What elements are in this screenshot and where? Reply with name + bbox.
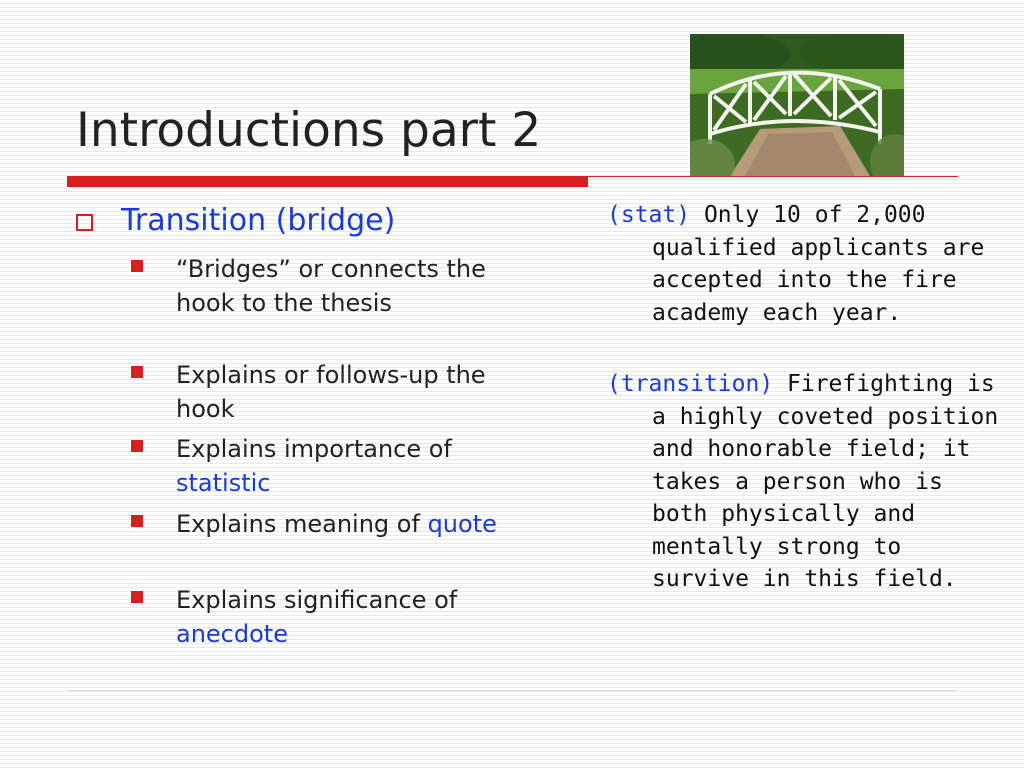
title-underline-thin bbox=[588, 176, 958, 177]
square-bullet-icon bbox=[131, 591, 143, 603]
square-bullet-icon bbox=[131, 515, 143, 527]
example-stat bbox=[607, 199, 1002, 329]
highlight-quote: quote bbox=[427, 510, 497, 538]
square-bullet-icon bbox=[131, 260, 143, 272]
highlight-anecdote: anecdote bbox=[176, 620, 288, 648]
bullet-text bbox=[176, 583, 516, 651]
bullet-prefix: Explains significance of bbox=[176, 586, 458, 614]
slide-title: Introductions part 2 bbox=[76, 103, 542, 158]
stat-text: Only 10 of 2,000 qualified applicants are accepted into the fire academy each year. bbox=[652, 202, 985, 326]
hollow-square-bullet-icon bbox=[76, 214, 93, 231]
square-bullet-icon bbox=[131, 440, 143, 452]
list-item bbox=[131, 507, 521, 541]
heading-bullet bbox=[76, 202, 395, 240]
bullet-prefix: Explains meaning of bbox=[176, 510, 428, 538]
transition-tag: (transition) bbox=[607, 371, 774, 397]
stat-tag: (stat) bbox=[607, 202, 691, 228]
highlight-statistic: statistic bbox=[176, 469, 271, 497]
bridge-photo bbox=[690, 34, 904, 176]
square-bullet-icon bbox=[131, 366, 143, 378]
example-transition bbox=[607, 368, 1002, 596]
list-item bbox=[131, 583, 521, 651]
bridge-image-icon bbox=[690, 34, 904, 176]
transition-text: Firefighting is a highly coveted position and honorable field; it takes a person who is both physically and mentally strong to survive in this field. bbox=[652, 371, 999, 592]
bullet-text: “Bridges” or connects the hook to the thesis bbox=[176, 255, 486, 317]
list-item bbox=[131, 432, 521, 500]
bullet-prefix: Explains importance of bbox=[176, 435, 452, 463]
footer-rule bbox=[67, 690, 957, 691]
bullet-text bbox=[176, 432, 516, 500]
list-item bbox=[131, 252, 521, 320]
title-underline-bar bbox=[67, 176, 588, 187]
list-item bbox=[131, 358, 521, 426]
bullet-text bbox=[176, 507, 516, 541]
transition-heading: Transition (bridge) bbox=[121, 203, 396, 238]
bullet-text: Explains or follows-up the hook bbox=[176, 361, 486, 423]
